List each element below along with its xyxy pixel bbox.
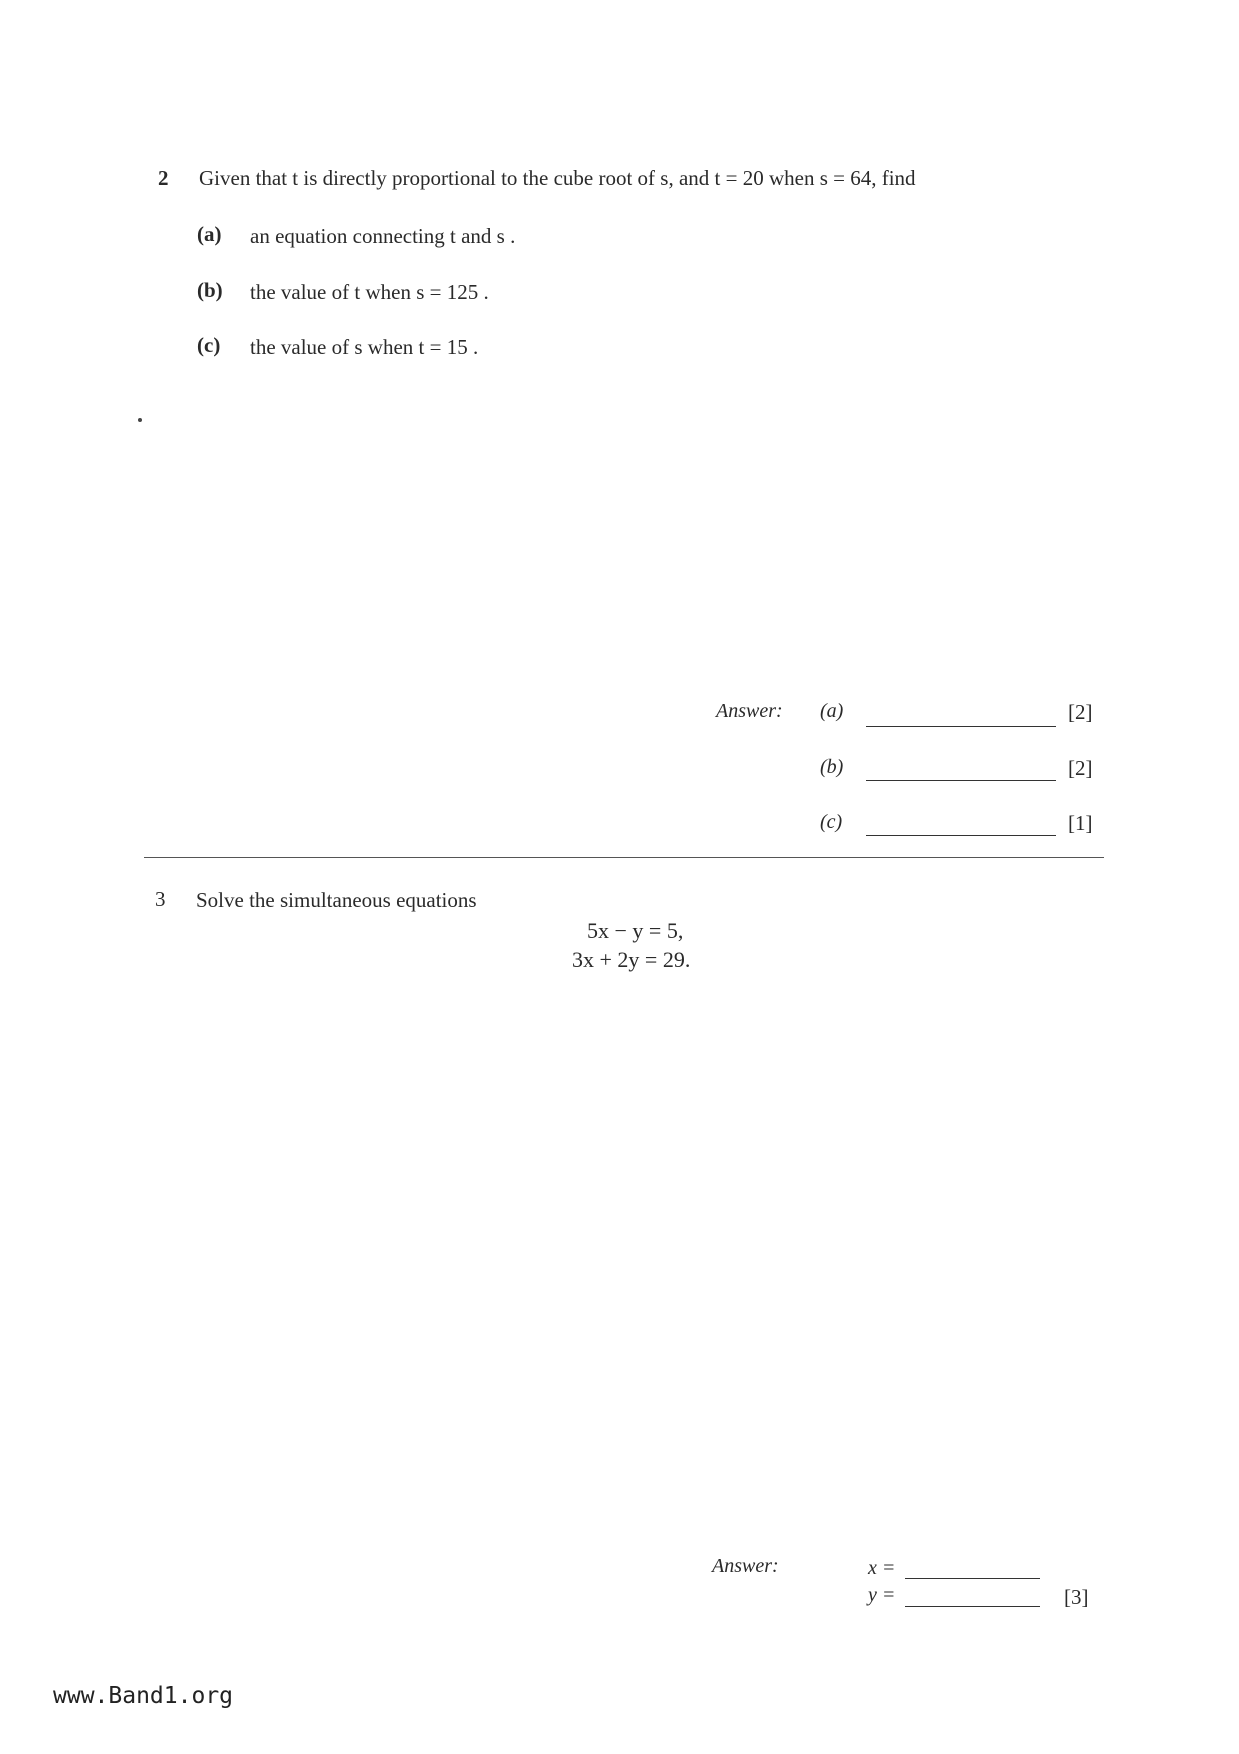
q3-marks: [3] [1064, 1585, 1089, 1609]
q2-part-b-text: the value of t when s = 125 . [250, 280, 489, 304]
q2-answer-c-line[interactable] [866, 835, 1056, 836]
q2-answer-b-line[interactable] [866, 780, 1056, 781]
q2-part-a-label: (a) [197, 222, 222, 246]
q2-answer-label: Answer: [716, 700, 783, 722]
q3-equation-1: 5x − y = 5, [587, 918, 684, 943]
scan-speck [138, 418, 142, 422]
q2-answer-a-line[interactable] [866, 726, 1056, 727]
q2-part-a-text: an equation connecting t and s . [250, 224, 516, 248]
footer-url[interactable]: www.Band1.org [53, 1683, 234, 1709]
q3-equation-2: 3x + 2y = 29. [572, 947, 691, 972]
q3-answer-x-label: x = [868, 1557, 896, 1579]
q2-part-c-label: (c) [197, 333, 221, 357]
q3-answer-x-line[interactable] [905, 1578, 1040, 1579]
q2-answer-c-marks: [1] [1068, 811, 1093, 835]
q2-answer-c-label: (c) [820, 811, 843, 833]
q2-part-c-text: the value of s when t = 15 . [250, 335, 479, 359]
question-divider [144, 857, 1104, 858]
q2-number: 2 [158, 166, 169, 190]
q2-answer-b-marks: [2] [1068, 756, 1093, 780]
q3-answer-y-line[interactable] [905, 1606, 1040, 1607]
q2-part-b-label: (b) [197, 278, 223, 302]
q3-number: 3 [155, 887, 166, 911]
q2-answer-a-marks: [2] [1068, 700, 1093, 724]
q2-answer-a-label: (a) [820, 700, 844, 722]
q3-answer-y-label: y = [868, 1584, 896, 1606]
q3-stem: Solve the simultaneous equations [196, 888, 477, 912]
q2-answer-b-label: (b) [820, 756, 844, 778]
q3-answer-label: Answer: [712, 1555, 779, 1577]
q2-stem: Given that t is directly proportional to the cube root of s, and t = 20 when s = 64, find [199, 166, 916, 190]
